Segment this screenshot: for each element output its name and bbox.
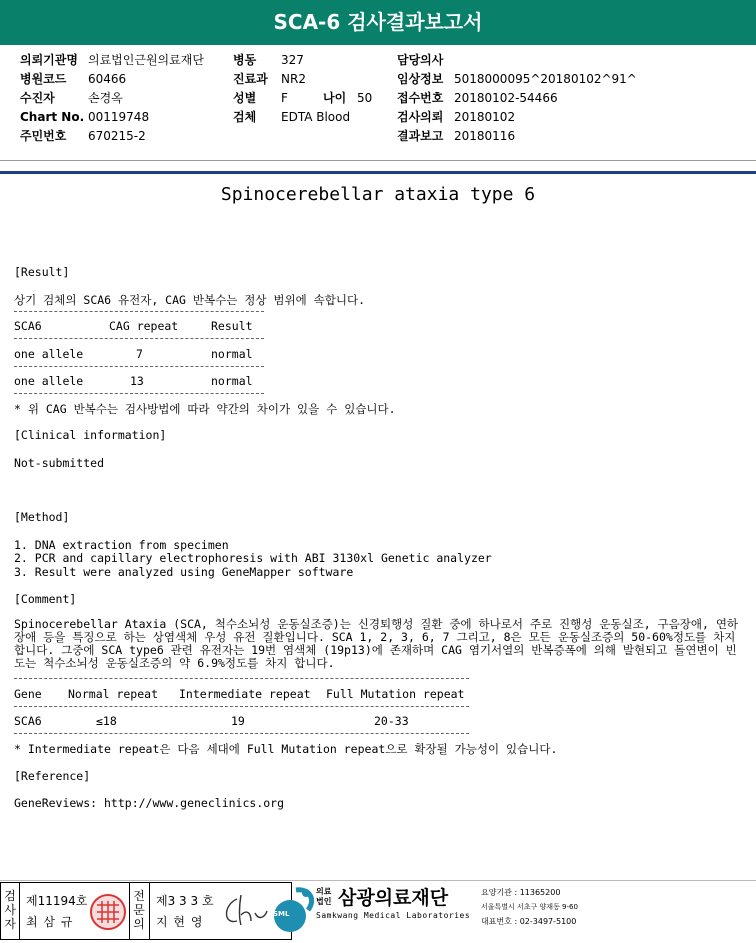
org-phone: 대표번호 : 02-3497-5100 (481, 917, 577, 926)
result-row-repeat: 7 (136, 347, 143, 361)
result-row-status: normal (211, 374, 253, 388)
comment-header-normal: Normal repeat (68, 687, 159, 701)
dashed-rule (14, 678, 469, 679)
inspector-id: 제11194호 (26, 894, 88, 908)
report-header-title: SCA-6 검사결과보고서 (273, 10, 483, 34)
comment-header-gene: Gene (14, 687, 42, 701)
org-address: 서울특별시 서초구 양재동 9-60 (481, 903, 578, 911)
info-label: 병원코드 (20, 72, 67, 86)
method-step: 3. Result were analyzed using GeneMapper software (14, 565, 354, 579)
age-value: 50 (357, 91, 373, 105)
result-summary: 상기 검체의 SCA6 유전자, CAG 반복수는 정상 범위에 속합니다. (14, 293, 365, 307)
result-header-gene: SCA6 (14, 319, 42, 333)
method-heading: [Method] (14, 510, 70, 524)
result-header-cag: CAG repeat (109, 319, 179, 333)
inspector-seal-icon (89, 893, 127, 931)
signature-box (0, 882, 292, 940)
method-step: 2. PCR and capillary electrophoresis with ABI 3130xl Genetic analyzer (14, 551, 492, 565)
result-row-allele: one allele (14, 374, 84, 388)
info-label: 결과보고 (397, 129, 444, 143)
info-column-2 (233, 51, 372, 127)
inspector-label: 검사자 (4, 889, 16, 931)
result-row-repeat: 13 (130, 374, 144, 388)
divider-accent (0, 171, 756, 174)
specialist-id: 제3 3 3 호 (156, 894, 214, 908)
info-value: 손경옥 (88, 91, 123, 105)
info-value: 20180102-54466 (454, 91, 558, 105)
org-prefix-2: 법인 (316, 897, 332, 906)
info-label: 진료과 (233, 72, 268, 86)
inspector-name: 최 삼 규 (26, 915, 74, 929)
footer-divider (0, 880, 756, 881)
divider (0, 160, 756, 161)
dashed-rule (14, 338, 264, 339)
comment-heading: [Comment] (14, 592, 77, 606)
specialist-signature-icon (219, 891, 269, 931)
dashed-rule (14, 733, 469, 734)
info-label: 주민번호 (20, 129, 67, 143)
dashed-rule (14, 311, 264, 312)
report-footer (0, 880, 756, 943)
info-value: 20180116 (454, 129, 516, 143)
info-value: 60466 (88, 72, 127, 86)
info-label: 임상정보 (397, 72, 444, 86)
method-step: 1. DNA extraction from specimen (14, 538, 229, 552)
info-value: 의료법인근원의료재단 (88, 53, 204, 67)
info-label: 검사의뢰 (397, 110, 444, 124)
result-row-allele: one allele (14, 347, 84, 361)
org-prefix-1: 의료 (316, 887, 332, 896)
info-value: 00119748 (88, 110, 150, 124)
report-title: Spinocerebellar ataxia type 6 (220, 184, 536, 205)
info-label: 접수번호 (397, 91, 444, 105)
comment-row-full: 20-33 (374, 714, 409, 728)
result-note: * 위 CAG 반복수는 검사방법에 따라 약간의 차이가 있을 수 있습니다. (14, 402, 396, 416)
reference-text: GeneReviews: http://www.geneclinics.org (14, 796, 285, 810)
clinical-text: Not-submitted (14, 456, 105, 470)
info-value: 327 (281, 53, 304, 67)
info-value: F (281, 91, 288, 105)
specialist-label: 전문의 (133, 889, 145, 931)
comment-text: Spinocerebellar Ataxia (SCA, 척수소뇌성 운동실조증)는 신경퇴행성 질환 중에 하나로서 주로 진행성 운동실조, 구음장애, 연하장애 등을 특징으로 하는 상염색체 우성 유전 질환입니다. SCA 1, 2, 3, 6, 7 그리고, 8은 모든 운동실조증의 50-60%정도를 차지합니다. 그중에 SCA type6 관련 유전자는 19번 염색체 (19p13)에 존재하며 CAG 염기서열의 반복증폭에 의해 발현되고 돌연변이 빈도는 척수소뇌성 운동실조증의 약 6.9%정도를 차지 합니다. (14, 617, 739, 670)
dashed-rule (14, 366, 264, 367)
age-label: 나이 (323, 91, 347, 105)
result-heading: [Result] (14, 265, 70, 279)
dashed-rule (14, 393, 264, 394)
info-value: 5018000095^20180102^91^ (454, 72, 637, 86)
info-column-1 (20, 51, 204, 146)
comment-note: * Intermediate repeat은 다음 세대에 Full Mutation repeat으로 확장될 가능성이 있습니다. (14, 742, 558, 756)
comment-row-intermediate: 19 (231, 714, 245, 728)
info-label: 담당의사 (397, 53, 444, 67)
specialist-name: 지 현 영 (156, 915, 204, 929)
org-name: 삼광의료재단 (338, 887, 449, 909)
comment-header-full: Full Mutation repeat (326, 687, 465, 701)
result-header-result: Result (211, 319, 253, 333)
info-column-3 (397, 51, 637, 146)
info-value: 670215-2 (88, 129, 146, 143)
info-value: EDTA Blood (281, 110, 351, 124)
info-label: 검체 (233, 110, 257, 124)
clinical-heading: [Clinical information] (14, 428, 167, 442)
info-label: Chart No. (20, 110, 85, 124)
info-value: 20180102 (454, 110, 516, 124)
dashed-rule (14, 706, 469, 707)
info-label: 병동 (233, 53, 257, 67)
org-english: Samkwang Medical Laboratories (316, 911, 471, 920)
org-code: 요양기관 : 11365200 (481, 888, 561, 897)
info-value: NR2 (281, 72, 306, 86)
info-label: 성별 (233, 91, 257, 105)
info-label: 의뢰기관명 (20, 53, 78, 67)
comment-row-gene: SCA6 (14, 714, 42, 728)
comment-row-normal: ≤18 (96, 714, 117, 728)
result-row-status: normal (211, 347, 253, 361)
report-header (0, 0, 756, 45)
comment-header-intermediate: Intermediate repeat (179, 687, 311, 701)
info-label: 수진자 (20, 91, 55, 105)
sml-logo-badge: SML (273, 910, 290, 918)
reference-heading: [Reference] (14, 769, 91, 783)
